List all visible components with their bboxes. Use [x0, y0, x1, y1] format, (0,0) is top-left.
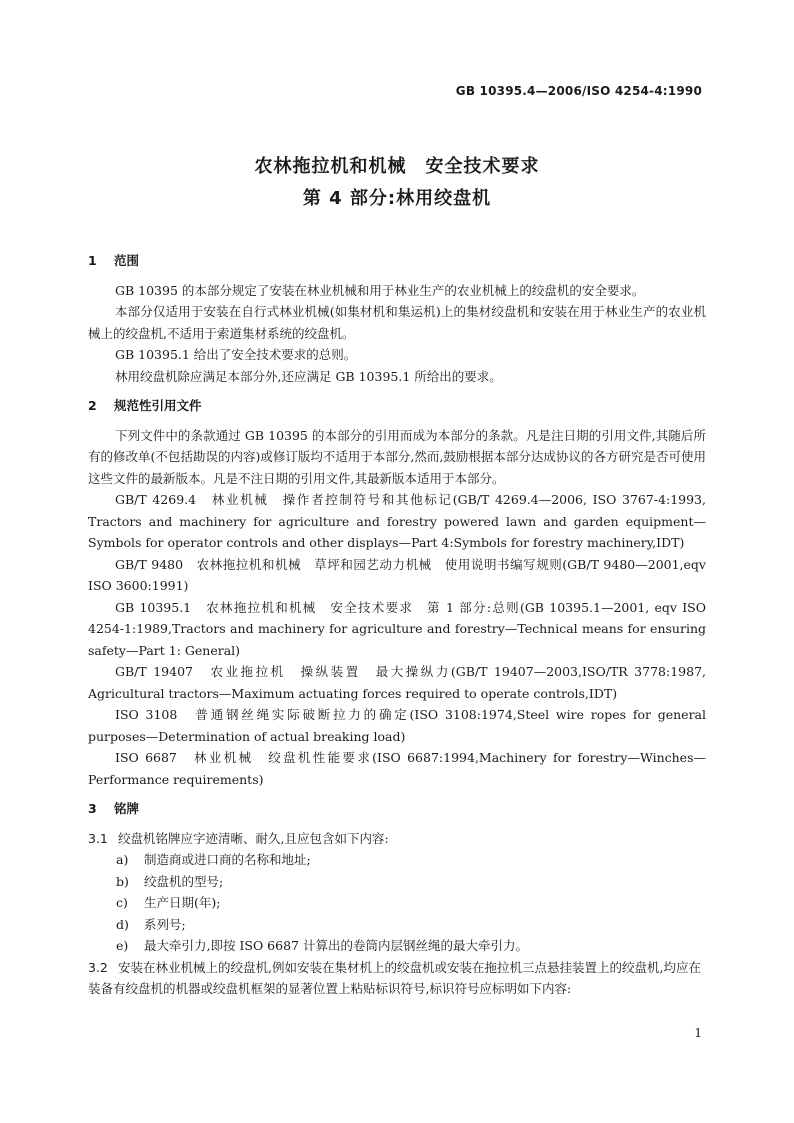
- subclause-text: 安装在林业机械上的绞盘机,例如安装在集材机上的绞盘机或安装在拖拉机三点悬挂装置上的绞盘机,均应在装备有绞盘机的机器或绞盘机框架的显著位置上粘贴标识符号,标识符号应标明如下内容:: [88, 959, 701, 996]
- paragraph: 下列文件中的条款通过 GB 10395 的本部分的引用而成为本部分的条款。凡是注日期的引用文件,其随后所有的修改单(不包括勘误的内容)或修订版均不适用于本部分,然而,鼓励根据本部分达成协议的各方研究是否可使用这些文件的最新版本。凡是不注日期的引用文件,其最新版本适用于本部分。: [88, 427, 706, 486]
- section-title: 范围: [114, 253, 140, 268]
- paragraph: 本部分仅适用于安装在自行式林业机械(如集材机和集运机)上的集材绞盘机和安装在用于林业生产的农业机械上的绞盘机,不适用于索道集材系统的绞盘机。: [88, 304, 706, 341]
- subclause: [88, 828, 706, 850]
- section-heading-scope: [88, 250, 706, 272]
- section-number: 1: [88, 253, 97, 268]
- page-number: 1: [694, 1026, 702, 1040]
- subclause-text: 绞盘机铭牌应字迹清晰、耐久,且应包含如下内容:: [118, 830, 389, 846]
- list-item: [116, 935, 706, 957]
- paragraph: GB 10395.1 给出了安全技术要求的总则。: [115, 347, 357, 362]
- subclause: [88, 957, 706, 1000]
- section-title: 规范性引用文件: [114, 398, 202, 413]
- list-item-text: 生产日期(年);: [144, 895, 221, 910]
- list-item-text: 制造商或进口商的名称和地址;: [144, 852, 311, 867]
- standard-code: GB 10395.4—2006/ISO 4254-4:1990: [455, 84, 702, 98]
- reference-entry: GB/T 19407 农业拖拉机 操纵装置 最大操纵力(GB/T 19407—2003,ISO/TR 3778:1987, Agricultural tractors—Maximum actuating forces required to operate controls,IDT): [88, 664, 706, 701]
- document-subtitle: 第 4 部分:林用绞盘机: [302, 188, 492, 209]
- list-item-text: 系列号;: [144, 916, 186, 932]
- list-item: [116, 849, 706, 871]
- subclause-number: 3.2: [88, 959, 108, 975]
- list-item-label: a): [116, 852, 129, 867]
- list-item-text: 最大牵引力,即按 ISO 6687 计算出的卷筒内层钢丝绳的最大牵引力。: [144, 938, 528, 953]
- section-title: 铭牌: [114, 801, 140, 816]
- list-item-label: e): [116, 938, 129, 953]
- subclause-number: 3.1: [88, 830, 108, 846]
- list-item-label: b): [116, 873, 129, 889]
- list-item: [116, 914, 706, 936]
- reference-entry: GB 10395.1 农林拖拉机和机械 安全技术要求 第 1 部分:总则(GB 10395.1—2001, eqv ISO 4254-1:1989,Tractors and machinery for agriculture and forestry—Technical means for ensuring safety—Part 1: General): [88, 599, 706, 658]
- section-heading-normative-references: [88, 395, 706, 417]
- reference-entry: ISO 3108 普通钢丝绳实际破断拉力的确定(ISO 3108:1974,Steel wire ropes for general purposes—Determination of actual breaking load): [88, 707, 706, 744]
- list-item: [116, 871, 706, 893]
- document-body: [88, 250, 706, 1000]
- reference-entry: ISO 6687 林业机械 绞盘机性能要求(ISO 6687:1994,Machinery for forestry—Winches—Performance requirements): [88, 750, 706, 787]
- paragraph: 林用绞盘机除应满足本部分外,还应满足 GB 10395.1 所给出的要求。: [115, 368, 502, 384]
- section-heading-nameplate: [88, 798, 706, 820]
- list-item-text: 绞盘机的型号;: [144, 873, 224, 889]
- list-item: [116, 892, 706, 914]
- reference-entry: GB/T 9480 农林拖拉机和机械 草坪和园艺动力机械 使用说明书编写规则(GB/T 9480—2001,eqv ISO 3600:1991): [88, 556, 706, 593]
- reference-entry: GB/T 4269.4 林业机械 操作者控制符号和其他标记(GB/T 4269.4—2006, ISO 3767-4:1993, Tractors and machinery for agriculture and forestry powered lawn and garden equipment—Symbols for operator controls and other displays—Part 4:Symbols for forestry machinery,IDT): [88, 492, 706, 550]
- section-number: 3: [88, 801, 97, 816]
- section-number: 2: [88, 398, 97, 413]
- paragraph: GB 10395 的本部分规定了安装在林业机械和用于林业生产的农业机械上的绞盘机的安全要求。: [115, 282, 645, 298]
- list-item-label: d): [116, 916, 129, 932]
- list-item-label: c): [116, 895, 128, 910]
- document-title: 农林拖拉机和机械 安全技术要求: [254, 156, 540, 177]
